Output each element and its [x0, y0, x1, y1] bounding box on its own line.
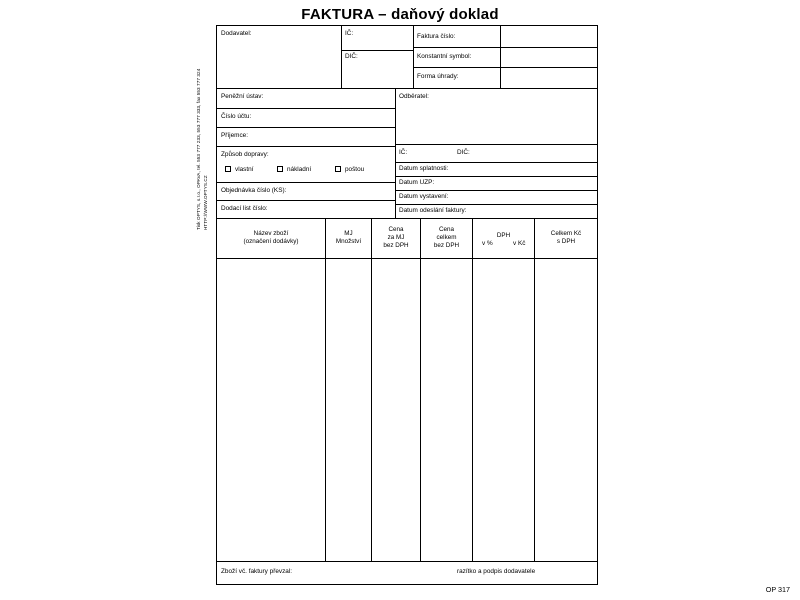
- checkbox-vlastni-label: vlastní: [235, 166, 254, 173]
- divider-body-col4: [472, 258, 473, 561]
- recipient-label: Příjemce:: [221, 132, 248, 139]
- col-header-vat-amount: v Kč: [513, 240, 526, 247]
- divider-body-col2: [371, 258, 372, 561]
- payment-form-label: Forma úhrady:: [417, 73, 459, 80]
- divider-top-block: [217, 88, 597, 89]
- divider-supplier-ic: [341, 26, 342, 88]
- checkbox-nakladni-label: nákladní: [287, 166, 312, 173]
- col-header-vat: [472, 218, 534, 258]
- divider-icdic-dates: [395, 162, 597, 163]
- send-date-label: Datum odeslání faktury:: [399, 207, 467, 214]
- customer-label: Odběratel:: [399, 93, 429, 100]
- customer-ic-label: IČ:: [399, 149, 408, 156]
- divider-bank-account: [217, 108, 395, 109]
- divider-body-footer: [217, 561, 597, 562]
- invoice-form: [216, 25, 598, 585]
- col-header-goods-line2: (označení dodávky): [243, 238, 299, 245]
- divider-body-col5: [534, 258, 535, 561]
- col-header-unit-line2: Množství: [335, 238, 362, 245]
- divider-recipient-transport: [217, 146, 395, 147]
- constant-symbol-label: Konstantní symbol:: [417, 53, 472, 60]
- divider-body-col1: [325, 258, 326, 561]
- divider-issue-send: [395, 204, 597, 205]
- col-header-total-price: [420, 218, 472, 258]
- divider-due-uzp: [395, 176, 597, 177]
- transport-label: Způsob dopravy:: [221, 151, 269, 158]
- divider-uzp-issue: [395, 190, 597, 191]
- col-header-grand-total-line1: Celkem Kč: [550, 230, 582, 238]
- col-header-unit-price: [371, 218, 420, 258]
- delivery-note-label: Dodací list číslo:: [221, 205, 268, 212]
- due-date-label: Datum splatnosti:: [399, 165, 449, 172]
- col-header-unit-price-line2: za MJ: [387, 234, 405, 242]
- page-title: FAKTURA – daňový doklad: [301, 6, 499, 23]
- divider-ic-dic: [341, 50, 413, 51]
- divider-ks-forma: [413, 67, 597, 68]
- divider-customer-icdic: [395, 144, 597, 145]
- col-header-total-price-line3: bez DPH: [433, 241, 460, 249]
- order-number-label: Objednávka číslo (KS):: [221, 187, 287, 194]
- divider-invoicehead-values: [500, 26, 501, 88]
- divider-account-recipient: [217, 127, 395, 128]
- customer-dic-label: DIČ:: [457, 149, 470, 156]
- issue-date-label: Datum vystavení:: [399, 193, 449, 200]
- col-header-unit: [325, 218, 371, 258]
- col-header-grand-total: [534, 218, 597, 258]
- checkbox-postou-label: poštou: [345, 166, 365, 173]
- col-header-goods: [217, 218, 325, 258]
- divider-items-header-body: [217, 258, 597, 259]
- divider-left-right-middle: [395, 88, 396, 218]
- printer-info-line2: HTTP://WWW.OPTYS.CZ: [203, 175, 208, 230]
- goods-received-label: Zboží vč. faktury převzal:: [221, 568, 293, 575]
- account-number-label: Číslo účtu:: [221, 113, 252, 120]
- col-header-total-price-line2: celkem: [436, 234, 457, 242]
- invoice-number-label: Faktura číslo:: [417, 33, 456, 40]
- divider-transport-order: [217, 182, 395, 183]
- col-header-vat-percent: v %: [482, 240, 493, 247]
- checkbox-vlastni[interactable]: [225, 166, 231, 172]
- col-header-goods-line1: Název zboží: [253, 230, 289, 238]
- divider-invoicenum-ks: [413, 47, 597, 48]
- col-header-unit-price-line3: bez DPH: [383, 241, 409, 249]
- divider-ic-invoicehead: [413, 26, 414, 88]
- bank-label: Peněžní ústav:: [221, 93, 264, 100]
- checkbox-postou[interactable]: [335, 166, 341, 172]
- uzp-date-label: Datum UZP:: [399, 179, 435, 186]
- checkbox-nakladni[interactable]: [277, 166, 283, 172]
- col-header-grand-total-line2: s DPH: [556, 238, 576, 245]
- col-header-vat-line1: DPH: [496, 231, 511, 239]
- printer-info-line1: Tisk OPTYS, s.r.o., OPAVA, tel. 553 777 233, 553 777 333, fax 553 777 324: [196, 68, 201, 230]
- form-code: OP 317: [765, 585, 790, 594]
- supplier-dic-label: DIČ:: [345, 53, 358, 60]
- divider-body-col3: [420, 258, 421, 561]
- col-header-unit-line1: MJ: [344, 230, 353, 238]
- supplier-label: Dodavatel:: [221, 30, 252, 37]
- col-header-total-price-line1: Cena: [438, 226, 455, 234]
- divider-order-deliverynote: [217, 200, 395, 201]
- col-header-unit-price-line1: Cena: [388, 226, 404, 234]
- supplier-stamp-label: razítko a podpis dodavatele: [457, 568, 536, 575]
- supplier-ic-label: IČ:: [345, 30, 354, 37]
